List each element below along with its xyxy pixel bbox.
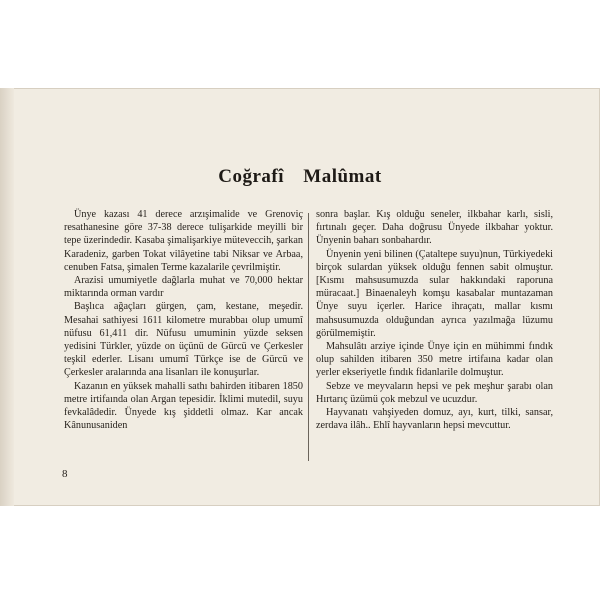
paragraph: Mahsulâtı arziye içinde Ünye için en mühimmi fındık olup sahilden itibaren 350 metre irtifaına kadar olan yerler ekseriyetle fındık fidanlarile dolmuştur.	[316, 341, 553, 379]
paragraph: Başlıca ağaçları gürgen, çam, kestane, meşedir. Mesahai sathiyesi 1611 kilometre murabbaı olup umumî nüfusu 61,411 dir. Nüfusu umuminin yüzde seksen yedisini Türkler, yüzde on üçünü de Gürcü ve Çerkesler teşkil ederler. Lisanı umumî Türkçe ise de Gürcü ve Çerkesler aralarında ana lisanları ile konuşurlar.	[64, 301, 303, 379]
paragraph: Arazisi umumiyetle dağlarla muhat ve 70,000 hektar miktarında orman vardır	[64, 275, 303, 300]
left-text-column	[64, 208, 303, 432]
page-number: 8	[62, 468, 68, 480]
page-title: Coğrafî Malûmat	[218, 166, 382, 187]
column-divider	[308, 213, 309, 461]
paragraph: Ünyenin yeni bilinen (Çataltepe suyu)nun, Türkiyedeki birçok sulardan yüksek olduğu fennen sabit olmuştur. [Kısmı mahsusumuzda sular hakkındaki raporuna müracaat.] Binaenaleyh komşu kasabalar muntazaman Ünye suyu içerler. Harice ihraçatı, mallar kısmı mahsusumuzda olduğundan ayrıca yazılmağa lüzumu görülmemiştir.	[316, 248, 553, 339]
paragraph: Sebze ve meyvaların hepsi ve pek meşhur şarabı olan Hırtarıç üzümü çok mebzul ve ucuzdur.	[316, 380, 553, 405]
paragraph: Kazanın en yüksek mahalli sathı bahirden itibaren 1850 metre irtifaında olan Argan tepesidir. İklimi mutedil, suyu fevkalâdedir. Ünyede kış şiddetli olmaz. Kar ancak Kânunusaniden	[64, 380, 303, 432]
paragraph: Ünye kazası 41 derece arzışimalide ve Grenoviç resathanesine göre 37-38 derece tulişarkide meyilli bir tepe üzerindedir. Kasaba şimalişarkiye müteveccih, şarkan Karadeniz, garben Tokat vilâyetine tabi Niksar ve Arbaa, cenuben Fatsa, şimalen Terme kazalarile çevrilmiştir.	[64, 209, 303, 273]
right-text-column	[316, 208, 553, 432]
paragraph: sonra başlar. Kış olduğu seneler, ilkbahar karlı, sisli, fırtınalı geçer. Daha doğrusu Ünyede ilkbahar yoktur. Ünyenin baharı sonbahardır.	[316, 209, 553, 247]
paragraph: Hayvanatı vahşiyeden domuz, ayı, kurt, tilki, sansar, zerdava ilâh.. Ehlî hayvanların hepsi mevcuttur.	[316, 407, 553, 432]
page-binding-edge	[0, 88, 14, 506]
book-page	[0, 88, 600, 506]
